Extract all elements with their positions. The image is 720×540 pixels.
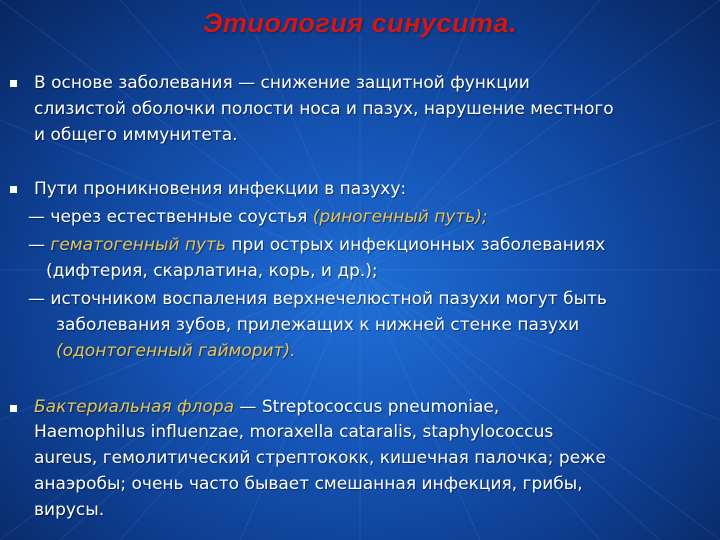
bullet-2-line-1 [28, 204, 488, 230]
bullet-2-intro: Пути проникновения инфекции в пазуху: [34, 179, 407, 199]
bullet-2-line-2-text: при острых инфекционных заболеваниях [225, 235, 606, 255]
bullet-2-line-3: (дифтерия, скарлатина, корь, и др.); [46, 261, 378, 281]
bullet-3-line-1-text: — Streptococcus pneumoniae, [234, 397, 500, 417]
bullet-1-text: В основе заболевания — снижение защитной функции слизистой оболочки полости носа и пазух, нарушение местного и общего иммунитета. [34, 73, 614, 145]
bullet-3-text: Haemophilus influenzae, moraxella cataralis, staphylococcus aureus, гемолитический стрептококк, кишечная палочка; реже анаэробы; очень часто бывает смешанная инфекция, грибы, вирусы. [34, 422, 606, 520]
odontogenic-sinusitis: (одонтогенный гайморит). [56, 341, 296, 361]
bacterial-flora: Бактериальная флора [34, 397, 235, 417]
bullet-marker-1 [10, 80, 17, 87]
bullet-2-line-2 [28, 232, 605, 258]
hematogenous-path: гематогенный путь [50, 235, 226, 255]
bullet-3-line-1 [34, 394, 499, 420]
bullet-2-line-1-text: — через естественные соустья [28, 207, 313, 227]
slide-title: Этиология синусита. [202, 8, 517, 38]
rhinogenic-path: (риногенный путь); [312, 207, 488, 227]
bullet-marker-2 [10, 186, 17, 193]
bullet-marker-3 [10, 405, 17, 412]
bullet-2-line-4: — источником воспаления верхнечелюстной пазухи могут быть [28, 289, 607, 309]
bullet-2-line-2-dash: — [28, 235, 51, 255]
bullet-2-line-5: заболевания зубов, прилежащих к нижней стенке пазухи [56, 315, 580, 335]
